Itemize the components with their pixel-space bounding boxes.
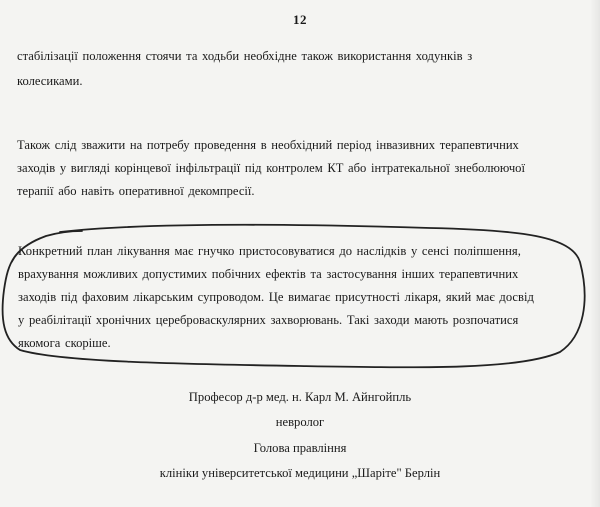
paragraph-2-line-1: Також слід зважити на потребу проведення в необхідний період інвазивних терапевтичних xyxy=(17,138,519,152)
paragraph-2-line-3: терапії або навіть оперативної декомпресії. xyxy=(17,184,255,198)
paragraph-3-line-3: заходів під фаховим лікарським супроводом. Це вимагає присутності лікаря, який має досвід xyxy=(18,290,534,304)
signature-position: Голова правління xyxy=(253,441,347,455)
signature-name: Професор д-р мед. н. Карл М. Айнгойпль xyxy=(188,390,412,404)
signature-specialty: невролог xyxy=(275,415,325,429)
scan-shadow-edge xyxy=(590,0,600,507)
paragraph-3-line-4: у реабілітації хронічних цереброваскулярних захворювань. Такі заходи мають розпочатися xyxy=(18,313,519,327)
paragraph-1-line-2: колесиками. xyxy=(17,74,83,88)
paragraph-3-line-5: якомога скоріше. xyxy=(18,336,111,350)
signature-institution: клініки університетської медицини „Шаріте" Берлін xyxy=(159,466,441,480)
paragraph-1-line-1: стабілізації положення стоячи та ходьби необхідне також використання ходунків з xyxy=(17,49,473,63)
paragraph-3-line-2: врахування можливих допустимих побічних ефектів та застосування інших терапевтичних xyxy=(18,267,519,281)
paragraph-2-line-2: заходів у вигляді корінцевої інфільтрації під контролем КТ або інтратекальної знеболюючої xyxy=(17,161,525,175)
paragraph-3-line-1: Конкретний план лікування має гнучко пристосовуватися до наслідків у сенсі поліпшення, xyxy=(18,244,521,258)
page-number: 12 xyxy=(293,12,307,27)
